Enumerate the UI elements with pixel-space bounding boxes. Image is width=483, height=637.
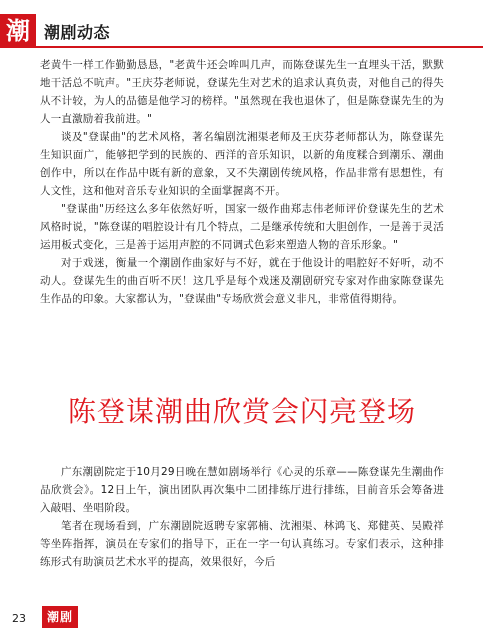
header-divider xyxy=(36,46,483,48)
paragraph-1: 老黄牛一样工作勤勤恳恳，"老黄牛还会哞叫几声，而陈登谋先生一直埋头干活，默默地干活总不吭声。"王庆芬老师说，登谋先生对艺术的追求认真负责，对他自己的得失从不计较，为人的品德是他学习的榜样。"虽然现在我也退休了，但是陈登谋先生的为人一直激励着我前进。" xyxy=(40,59,444,125)
paragraph-5: 广东潮剧院定于10月29日晚在慧如剧场举行《心灵的乐章——陈登谋先生潮曲作品欣赏会》。12日上午，演出团队再次集中二团排练厅进行排练，目前音乐会筹备进入敲唱、坐唱阶段。 xyxy=(40,466,444,514)
magazine-logo: 潮 xyxy=(0,14,36,48)
page-header xyxy=(0,0,483,48)
article-body-bottom xyxy=(40,463,444,571)
page-number: 23 xyxy=(12,612,26,625)
paragraph-4: 对于戏迷，衡量一个潮剧作曲家好与不好，就在于他设计的唱腔好不好听，动不动人。登谋先生的曲百听不厌！这几乎是每个戏迷及潮剧研究专家对作曲家陈登谋先生作品的印象。大家都认为，"登谋曲"专场欣赏会意义非凡，非常值得期待。 xyxy=(40,257,444,305)
article-heading: 陈登谋潮曲欣赏会闪亮登场 xyxy=(67,395,416,428)
paragraph-2: 谈及"登谋曲"的艺术风格，著名编剧沈湘渠老师及王庆芬老师都认为，陈登谋先生知识面广，能够把学到的民族的、西洋的音乐知识，以新的角度糅合到潮乐、潮曲创作中，所以在作品中既有新的意象，又不失潮剧传统风格，作品非常有思想性，有人文性，这和他对音乐专业知识的全面掌握离不开。 xyxy=(40,131,444,197)
paragraph-3: "登谋曲"历经这么多年依然好听，国家一级作曲郑志伟老师评价登谋先生的艺术风格时说，"陈登谋的唱腔设计有几个特点，二是继承传统和大胆创作，一是善于灵活运用板式变化，三是善于运用声腔的不同调式色彩来塑造人物的音乐形象。" xyxy=(40,203,444,251)
paragraph-6: 笔者在现场看到，广东潮剧院返聘专家郭楠、沈湘渠、林鸿飞、郑健英、吴殿祥等坐阵指挥，演员在专家们的指导下，正在一字一句认真练习。专家们表示，这种排练形式有助演员艺术水平的提高，效果很好，今后 xyxy=(40,520,444,568)
article-body-top xyxy=(40,56,444,308)
footer-logo: 潮剧 xyxy=(42,606,78,628)
section-title: 潮剧动态 xyxy=(44,23,111,42)
